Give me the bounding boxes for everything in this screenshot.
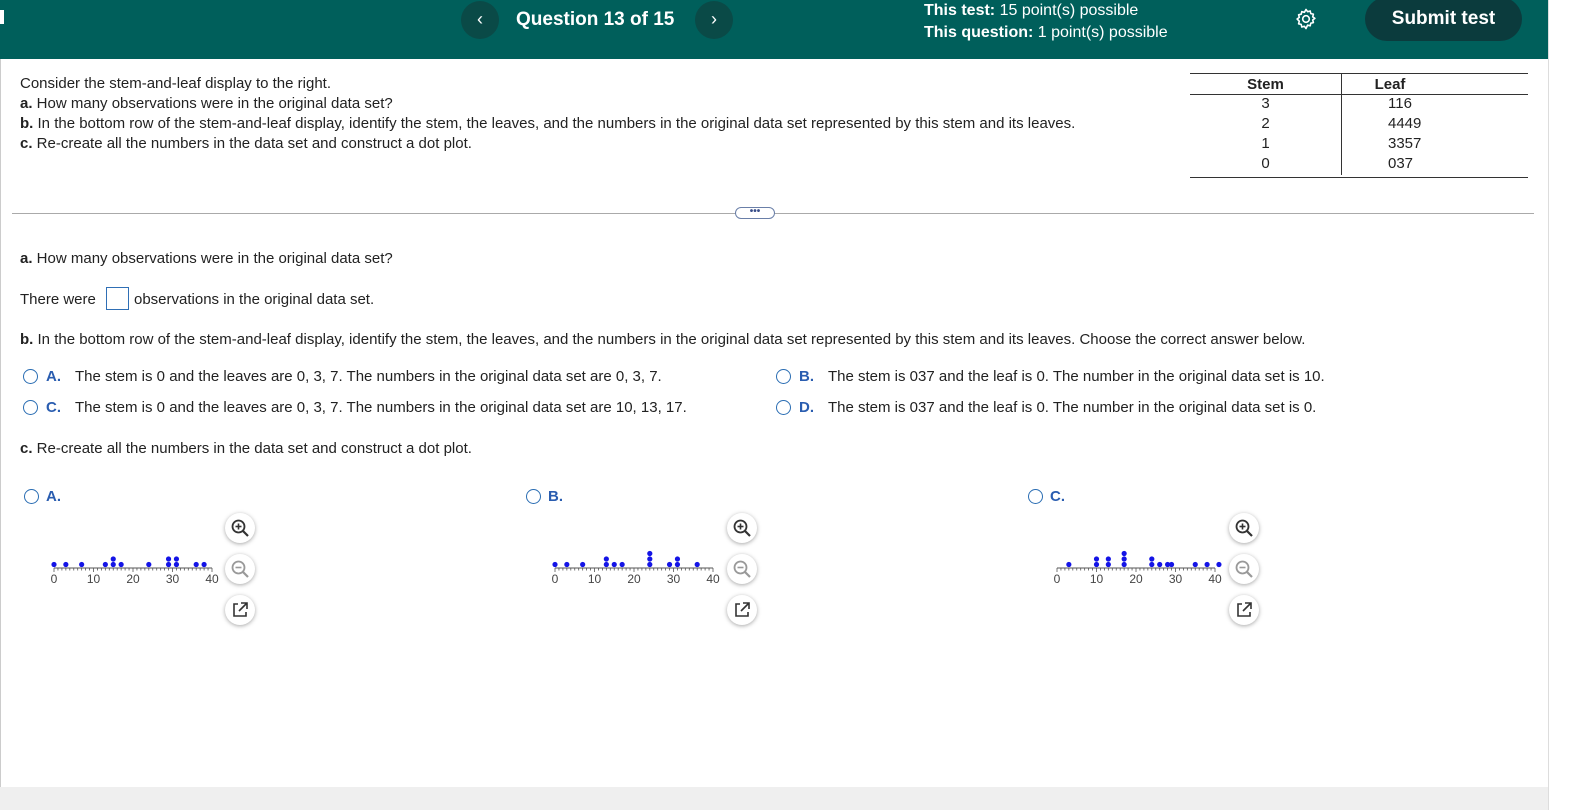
zoom-out-b-button[interactable] bbox=[727, 554, 757, 584]
data-dot bbox=[1216, 562, 1221, 567]
zoom-out-icon bbox=[230, 559, 250, 579]
data-dot bbox=[1106, 556, 1111, 561]
question-title: Question 13 of 15 bbox=[516, 9, 675, 30]
data-dot bbox=[166, 556, 171, 561]
data-dot bbox=[620, 562, 625, 567]
data-dot bbox=[1094, 556, 1099, 561]
stem-cell: 2 bbox=[1190, 115, 1342, 135]
dot-plot-c bbox=[1049, 540, 1224, 586]
plot-option-c-letter: C. bbox=[1050, 488, 1065, 505]
data-dot bbox=[1122, 562, 1127, 567]
popout-c-button[interactable] bbox=[1229, 595, 1259, 625]
data-dot bbox=[1122, 551, 1127, 556]
previous-question-button[interactable]: ‹ bbox=[461, 1, 499, 39]
tick-label: 0 bbox=[50, 572, 58, 586]
stem-cell: 0 bbox=[1190, 155, 1342, 175]
zoom-in-icon bbox=[732, 518, 752, 538]
leaf-header: Leaf bbox=[1374, 76, 1406, 93]
data-dot bbox=[564, 562, 569, 567]
data-dot bbox=[1094, 562, 1099, 567]
data-dot bbox=[612, 562, 617, 567]
stem-leaf-row bbox=[1190, 95, 1528, 115]
plot-option-c-radio[interactable] bbox=[1028, 489, 1043, 504]
data-dot bbox=[604, 562, 609, 567]
submit-test-button[interactable]: Submit test bbox=[1365, 0, 1522, 41]
tick-label: 30 bbox=[666, 572, 681, 586]
external-link-icon bbox=[732, 600, 752, 620]
leaf-cell: 3357 bbox=[1388, 135, 1422, 152]
data-dot bbox=[695, 562, 700, 567]
tick-label: 20 bbox=[1129, 572, 1143, 586]
data-dot bbox=[79, 562, 84, 567]
zoom-in-a-button[interactable] bbox=[225, 513, 255, 543]
data-dot bbox=[1205, 562, 1210, 567]
data-dot bbox=[1149, 556, 1154, 561]
gear-icon[interactable] bbox=[1294, 7, 1318, 31]
data-dot bbox=[675, 562, 680, 567]
zoom-in-icon bbox=[230, 518, 250, 538]
tick-label: 20 bbox=[627, 572, 641, 586]
top-bar bbox=[0, 0, 1548, 59]
zoom-in-b-button[interactable] bbox=[727, 513, 757, 543]
data-dot bbox=[1149, 562, 1154, 567]
data-dot bbox=[647, 551, 652, 556]
tick-label: 20 bbox=[126, 572, 140, 586]
prompt-a-label: a. bbox=[20, 95, 33, 112]
stem-leaf-row bbox=[1190, 155, 1528, 175]
part-a-prefix: There were bbox=[20, 291, 96, 308]
part-a-suffix: observations in the original data set. bbox=[134, 291, 375, 308]
prompt-intro: Consider the stem-and-leaf display to the right. bbox=[20, 75, 331, 92]
data-dot bbox=[667, 562, 672, 567]
data-dot bbox=[111, 562, 116, 567]
data-dot bbox=[63, 562, 68, 567]
zoom-out-icon bbox=[732, 559, 752, 579]
data-dot bbox=[1106, 562, 1111, 567]
scrollbar[interactable] bbox=[1548, 0, 1583, 810]
data-dot bbox=[103, 562, 108, 567]
tick-label: 10 bbox=[86, 572, 101, 586]
leaf-cell: 037 bbox=[1388, 155, 1414, 172]
part-c-text: Re-create all the numbers in the data set and construct a dot plot. bbox=[32, 440, 472, 457]
data-dot bbox=[166, 562, 171, 567]
part-a-text: How many observations were in the original data set? bbox=[32, 250, 393, 267]
data-dot bbox=[1193, 562, 1198, 567]
part-c-label: c. bbox=[20, 440, 33, 457]
dot-plot-b bbox=[547, 540, 722, 586]
test-points-value: 15 point(s) possible bbox=[995, 2, 1139, 19]
edge-mark bbox=[0, 10, 4, 24]
data-dot bbox=[647, 556, 652, 561]
option-d-letter: D. bbox=[799, 399, 814, 416]
option-c-letter: C. bbox=[46, 399, 61, 416]
prompt-a bbox=[20, 95, 393, 112]
data-dot bbox=[1066, 562, 1071, 567]
data-dot bbox=[146, 562, 151, 567]
zoom-out-icon bbox=[1234, 559, 1254, 579]
leaf-cell: 116 bbox=[1388, 95, 1412, 112]
points-info bbox=[924, 0, 1168, 44]
part-a-question bbox=[20, 250, 393, 267]
zoom-out-c-button[interactable] bbox=[1229, 554, 1259, 584]
external-link-icon bbox=[1234, 600, 1254, 620]
tick-label: 30 bbox=[165, 572, 180, 586]
data-dot bbox=[1122, 556, 1127, 561]
plot-option-a-letter: A. bbox=[46, 488, 61, 505]
question-points-value: 1 point(s) possible bbox=[1033, 24, 1168, 41]
prompt-c-text: Re-create all the numbers in the data set and construct a dot plot. bbox=[32, 135, 472, 152]
popout-b-button[interactable] bbox=[727, 595, 757, 625]
stem-leaf-header bbox=[1190, 73, 1528, 95]
leaf-cell: 4449 bbox=[1388, 115, 1422, 132]
data-dot bbox=[119, 562, 124, 567]
data-dot bbox=[174, 562, 179, 567]
part-b-label: b. bbox=[20, 331, 34, 348]
observations-input[interactable] bbox=[106, 287, 129, 310]
stem-header: Stem bbox=[1190, 74, 1342, 94]
tick-label: 10 bbox=[587, 572, 602, 586]
plot-option-b-letter: B. bbox=[548, 488, 563, 505]
prompt-c bbox=[20, 135, 472, 152]
left-border bbox=[0, 59, 1, 787]
tick-label: 40 bbox=[706, 572, 720, 586]
zoom-in-icon bbox=[1234, 518, 1254, 538]
popout-a-button[interactable] bbox=[225, 595, 255, 625]
tick-label: 0 bbox=[1053, 572, 1061, 586]
external-link-icon bbox=[230, 600, 250, 620]
option-c-text: The stem is 0 and the leaves are 0, 3, 7. The numbers in the original data set are 10, 13, 17. bbox=[75, 399, 687, 416]
stem-leaf-row bbox=[1190, 135, 1528, 155]
bottom-bar bbox=[0, 787, 1548, 810]
part-b-text: In the bottom row of the stem-and-leaf display, identify the stem, the leaves, and the numbers in the original data set represented by this stem and its leaves. Choose the correct answer below. bbox=[33, 331, 1306, 348]
tick-label: 0 bbox=[551, 572, 559, 586]
data-dot bbox=[604, 556, 609, 561]
option-c-radio[interactable] bbox=[23, 400, 38, 415]
stem-cell: 1 bbox=[1190, 135, 1342, 155]
data-dot bbox=[51, 562, 56, 567]
tick-label: 40 bbox=[205, 572, 219, 586]
data-dot bbox=[174, 556, 179, 561]
part-a-label: a. bbox=[20, 250, 33, 267]
part-b-question bbox=[20, 331, 1305, 348]
data-dot bbox=[202, 562, 207, 567]
data-dot bbox=[675, 556, 680, 561]
tick-label: 40 bbox=[1208, 572, 1222, 586]
data-dot bbox=[194, 562, 199, 567]
data-dot bbox=[552, 562, 557, 567]
question-points-label: This question: bbox=[924, 24, 1034, 41]
prompt-b bbox=[20, 115, 1075, 132]
plot-option-b-radio[interactable] bbox=[526, 489, 541, 504]
stem-leaf-row bbox=[1190, 115, 1528, 135]
option-d-text: The stem is 037 and the leaf is 0. The number in the original data set is 0. bbox=[828, 399, 1317, 416]
data-dot bbox=[647, 562, 652, 567]
tick-label: 10 bbox=[1089, 572, 1104, 586]
plot-option-a-radio[interactable] bbox=[24, 489, 39, 504]
option-a-text: The stem is 0 and the leaves are 0, 3, 7. The numbers in the original data set are 0, 3, 7. bbox=[75, 368, 662, 385]
option-b-text: The stem is 037 and the leaf is 0. The number in the original data set is 10. bbox=[828, 368, 1325, 385]
prompt-b-text: In the bottom row of the stem-and-leaf display, identify the stem, the leaves, and the numbers in the original data set represented by this stem and its leaves. bbox=[33, 115, 1076, 132]
option-a-radio[interactable] bbox=[23, 369, 38, 384]
zoom-out-a-button[interactable] bbox=[225, 554, 255, 584]
next-question-button[interactable]: › bbox=[695, 1, 733, 39]
expand-more-button[interactable]: ••• bbox=[735, 207, 775, 219]
option-b-radio[interactable] bbox=[776, 369, 791, 384]
option-a-letter: A. bbox=[46, 368, 61, 385]
prompt-b-label: b. bbox=[20, 115, 34, 132]
data-dot bbox=[111, 556, 116, 561]
data-dot bbox=[1157, 562, 1162, 567]
zoom-in-c-button[interactable] bbox=[1229, 513, 1259, 543]
prompt-a-text: How many observations were in the original data set? bbox=[32, 95, 393, 112]
stem-leaf-table bbox=[1190, 73, 1528, 178]
part-c-question bbox=[20, 440, 472, 457]
tick-label: 30 bbox=[1168, 572, 1183, 586]
prompt-c-label: c. bbox=[20, 135, 33, 152]
option-d-radio[interactable] bbox=[776, 400, 791, 415]
dot-plot-a bbox=[46, 540, 221, 586]
data-dot bbox=[1169, 562, 1174, 567]
test-points-label: This test: bbox=[924, 2, 996, 19]
option-b-letter: B. bbox=[799, 368, 814, 385]
data-dot bbox=[580, 562, 585, 567]
stem-cell: 3 bbox=[1190, 95, 1342, 115]
